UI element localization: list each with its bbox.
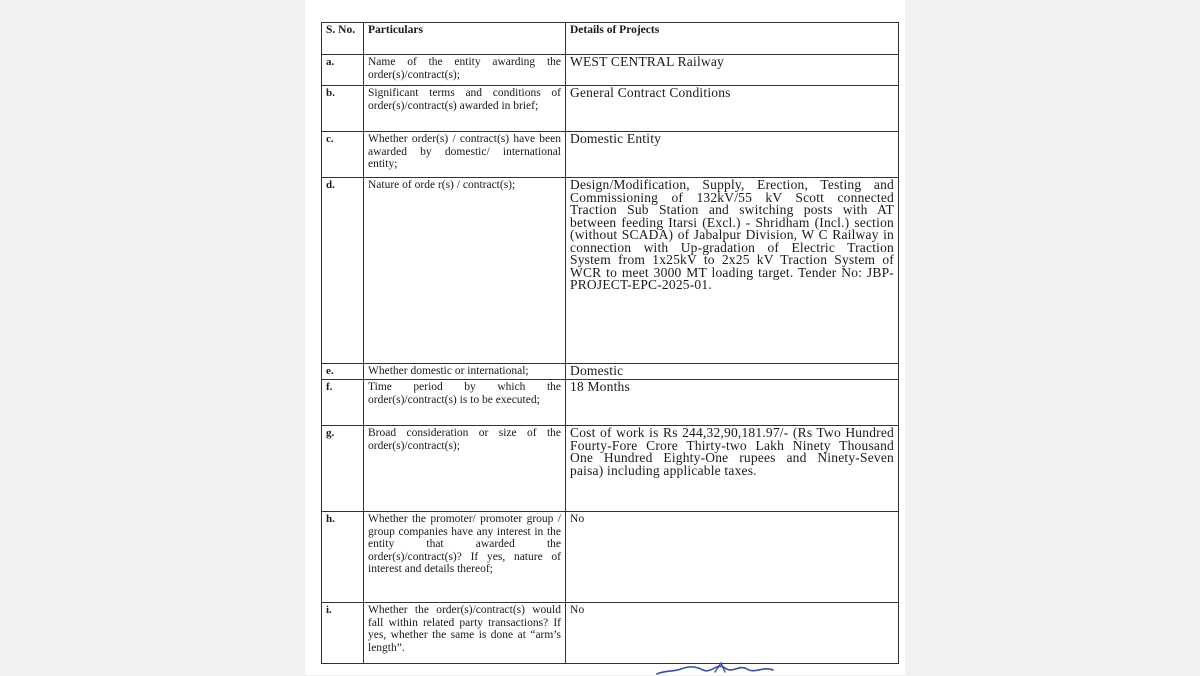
table-row xyxy=(322,426,899,512)
row-sno: b. xyxy=(322,86,364,132)
header-sno: S. No. xyxy=(322,23,364,55)
row-particulars: Whether the order(s)/contract(s) would fall within related party transactions? If yes, whether the same is done at “arm’s length”. xyxy=(364,603,566,664)
row-sno: h. xyxy=(322,512,364,603)
row-sno: i. xyxy=(322,603,364,664)
row-sno: g. xyxy=(322,426,364,512)
table-row xyxy=(322,364,899,380)
document-page xyxy=(305,0,905,675)
row-details: No xyxy=(566,603,899,664)
row-particulars: Whether order(s) / contract(s) have been awarded by domestic/ international entity; xyxy=(364,132,566,178)
header-particulars: Particulars xyxy=(364,23,566,55)
table-row xyxy=(322,178,899,364)
table-row xyxy=(322,512,899,603)
row-details: WEST CENTRAL Railway xyxy=(566,55,899,86)
header-details: Details of Projects xyxy=(566,23,899,55)
row-particulars: Whether domestic or international; xyxy=(364,364,566,380)
row-particulars: Significant terms and conditions of order(s)/contract(s) awarded in brief; xyxy=(364,86,566,132)
row-details: 18 Months xyxy=(566,380,899,426)
signature-stroke xyxy=(657,666,773,674)
row-details: Cost of work is Rs 244,32,90,181.97/- (Rs Two Hundred Fourty-Fore Crore Thirty-two Lakh Ninety Thousand One Hundred Eighty-One rupees and Ninety-Seven paisa) including applicable taxes. xyxy=(566,426,899,512)
row-details: No xyxy=(566,512,899,603)
row-details: Domestic xyxy=(566,364,899,380)
table-row xyxy=(322,603,899,664)
row-particulars: Name of the entity awarding the order(s)/contract(s); xyxy=(364,55,566,86)
signature-mark xyxy=(655,660,775,676)
row-details: Domestic Entity xyxy=(566,132,899,178)
table-row xyxy=(322,55,899,86)
table-header-row xyxy=(322,23,899,55)
table-row xyxy=(322,380,899,426)
table-row xyxy=(322,86,899,132)
row-sno: d. xyxy=(322,178,364,364)
row-sno: f. xyxy=(322,380,364,426)
row-particulars: Broad consideration or size of the order(s)/contract(s); xyxy=(364,426,566,512)
project-details-table xyxy=(321,22,899,664)
row-details: General Contract Conditions xyxy=(566,86,899,132)
row-particulars: Nature of orde r(s) / contract(s); xyxy=(364,178,566,364)
row-particulars: Time period by which the order(s)/contract(s) is to be executed; xyxy=(364,380,566,426)
table-row xyxy=(322,132,899,178)
row-particulars: Whether the promoter/ promoter group / group companies have any interest in the entity that awarded the order(s)/contract(s)? If yes, nature of interest and details thereof; xyxy=(364,512,566,603)
row-sno: c. xyxy=(322,132,364,178)
row-sno: e. xyxy=(322,364,364,380)
row-details: Design/Modification, Supply, Erection, Testing and Commissioning of 132kV/55 kV Scott connected Traction Sub Station and switching posts with AT between feeding Itarsi (Excl.) - Shridham (Incl.) section (without SCADA) of Jabalpur Division, W C Railway in connection with Up-gradation of Electric Traction System from 1x25kV to 2x25 kV Traction System of WCR to meet 3000 MT loading target. Tender No: JBP-PROJECT-EPC-2025-01. xyxy=(566,178,899,364)
row-sno: a. xyxy=(322,55,364,86)
